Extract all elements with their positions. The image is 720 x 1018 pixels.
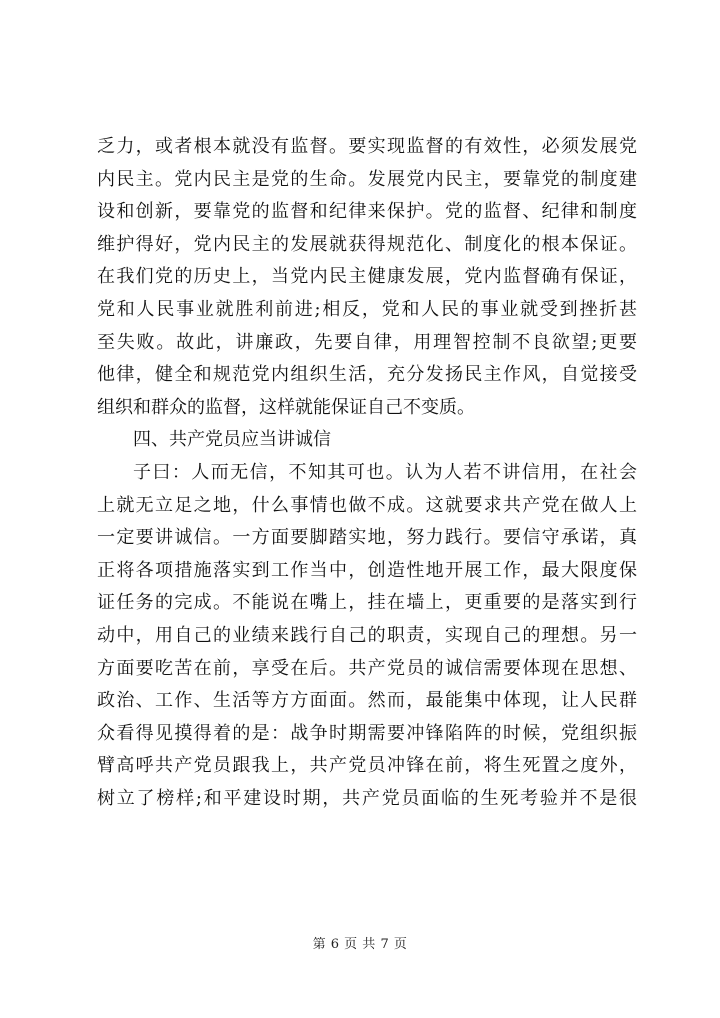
text-line: 乏力，或者根本就没有监督。要实现监督的有效性，必须发展党 <box>97 136 637 157</box>
text-line: 正将各项措施落实到工作当中，创造性地开展工作，最大限度保 <box>97 559 637 581</box>
text-line: 树立了榜样;和平建设时期，共产党员面临的生死考验并不是很 <box>97 787 637 809</box>
text-line: 设和创新，要靠党的监督和纪律来保护。党的监督、纪律和制度 <box>97 201 637 223</box>
text-line: 方面要吃苦在前，享受在后。共产党员的诚信需要体现在思想、 <box>97 657 637 679</box>
text-line: 在我们党的历史上，当党内民主健康发展，党内监督确有保证， <box>97 266 637 288</box>
text-line: 上就无立足之地，什么事情也做不成。这就要求共产党在做人上 <box>97 494 637 516</box>
text-line: 党和人民事业就胜利前进;相反，党和人民的事业就受到挫折甚 <box>97 298 637 320</box>
section-heading: 四、共产党员应当讲诚信 <box>133 429 331 451</box>
text-line: 维护得好，党内民主的发展就获得规范化、制度化的根本保证。 <box>97 233 637 255</box>
text-line: 至失败。故此，讲廉政，先要自律，用理智控制不良欲望;更要 <box>97 331 637 353</box>
text-line: 一定要讲诚信。一方面要脚踏实地，努力践行。要信守承诺，真 <box>97 527 637 549</box>
text-line: 政治、工作、生活等方方面面。然而，最能集中体现，让人民群 <box>97 690 637 712</box>
document-body <box>97 131 637 815</box>
text-line: 证任务的完成。不能说在嘴上，挂在墙上，更重要的是落实到行 <box>97 592 637 614</box>
text-line: 动中，用自己的业绩来践行自己的职责，实现自己的理想。另一 <box>97 624 637 646</box>
text-line: 臂高呼共产党员跟我上，共产党员冲锋在前，将生死置之度外， <box>97 755 637 777</box>
text-line: 众看得见摸得着的是：战争时期需要冲锋陷阵的时候，党组织振 <box>97 722 637 744</box>
page-footer: 第 6 页 共 7 页 <box>312 937 408 952</box>
text-line: 子曰：人而无信，不知其可也。认为人若不讲信用，在社会 <box>133 461 637 483</box>
text-line: 他律，健全和规范党内组织生活，充分发扬民主作风，自觉接受 <box>97 364 637 386</box>
text-line: 组织和群众的监督，这样就能保证自己不变质。 <box>97 396 475 418</box>
text-line: 内民主。党内民主是党的生命。发展党内民主，要靠党的制度建 <box>97 168 637 190</box>
